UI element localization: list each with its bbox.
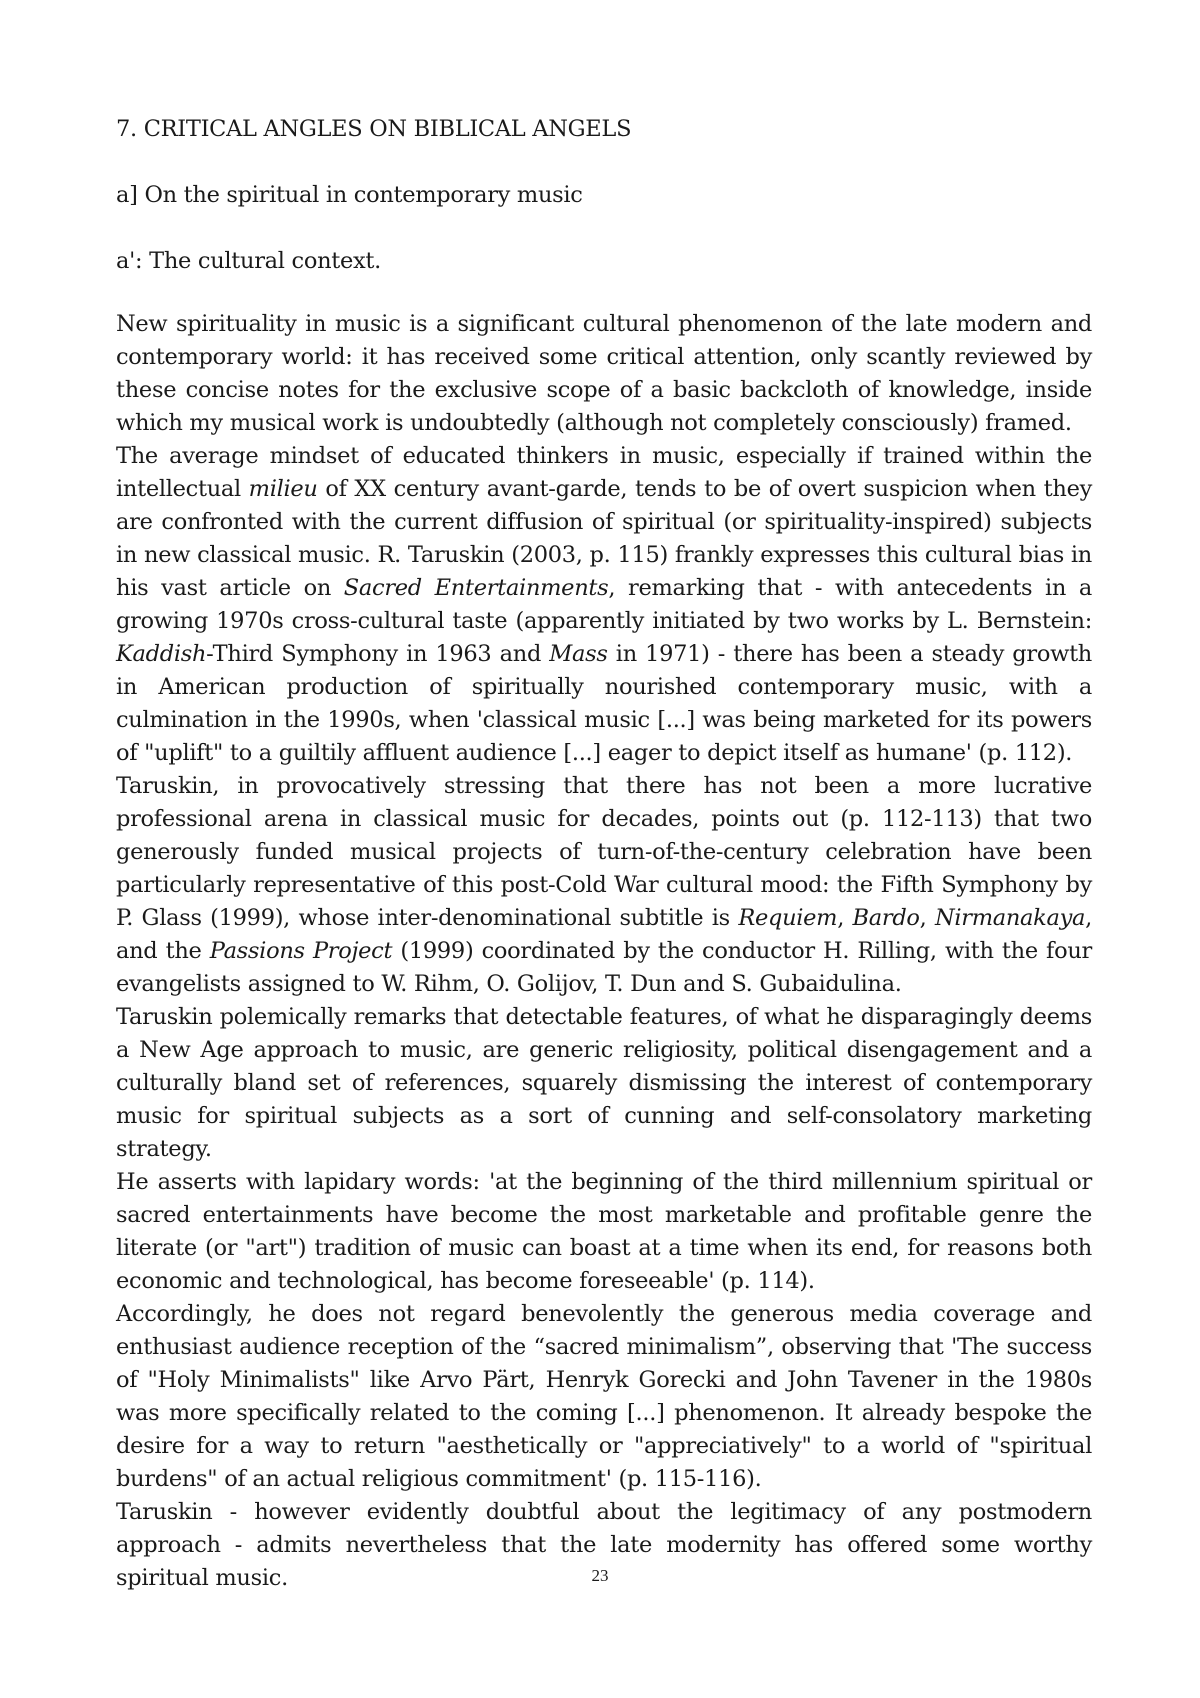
paragraph — [116, 1001, 1092, 1166]
paragraph — [116, 440, 1092, 770]
italic-text-run: Sacred Entertainments — [343, 575, 609, 601]
text-run: Accordingly, he does not regard benevolently the generous media coverage and enthusiast audience reception of the “sacred minimalism”, observing that 'The success of "Holy Minimalists" like Arvo Pärt, Henryk Gorecki and John Tavener in the 1980s was more specifically related to the coming [...] phenomenon. It already bespoke the desire for a way to return "aesthetically or "appreciatively" to a world of "spiritual burdens" of an actual religious commitment' (p. 115-116). — [116, 1301, 1092, 1492]
page-body — [116, 112, 1092, 1595]
paragraph — [116, 770, 1092, 1001]
text-run: Taruskin - however evidently doubtful about the legitimacy of any postmodern approach - admits nevertheless that the late modernity has offered some worthy spiritual music. — [116, 1499, 1092, 1591]
text-run: -Third Symphony in 1963 and — [206, 641, 550, 667]
text-run: (1999) coordinated by the conductor H. Rilling, with the four evangelists assigned to W. Rihm, O. Golijov, T. Dun and S. Gubaidulina. — [116, 938, 1092, 997]
text-run: , remarking that - with antecedents in a growing 1970s cross-cultural taste (apparently initiated by two works by L. Bernstein: — [116, 575, 1092, 634]
text-run: Taruskin polemically remarks that detectable features, of what he disparagingly deems a New Age approach to music, are generic religiosity, political disengagement and a culturally bland set of references, squarely dismissing the interest of contemporary music for spiritual subjects as a sort of cunning and self-consolatory marketing strategy. — [116, 1004, 1092, 1162]
subsection-title: a] On the spiritual in contemporary music — [116, 182, 583, 208]
page-number: 23 — [591, 1566, 609, 1585]
italic-text-run: Nirmanakaya — [934, 905, 1086, 931]
italic-text-run: Passions Project — [209, 938, 393, 964]
text-run: The average mindset of educated thinkers in music, especially if trained within the intellectual — [116, 443, 1092, 502]
italic-text-run: Requiem — [738, 905, 838, 931]
text-run: in 1971) - there has been a steady growth in American production of spiritually nourished contemporary music, with a culmination in the 1990s, when 'classical music [...] was being marketed for its powers of "uplift" to a guiltily affluent audience [...] eager to depict itself as humane' (p. 112). — [116, 641, 1092, 766]
italic-text-run: Mass — [549, 641, 608, 667]
subsubsection-title: a': The cultural context. — [116, 248, 382, 274]
text-run: Taruskin, in provocatively stressing that there has not been a more lucrative professional arena in classical music for decades, points out (p. 112-113) that two generously funded musical projects of turn-of-the-century celebration have been particularly representative of this post-Cold War cultural mood: the Fifth Symphony by P. Glass (1999), whose inter-denominational subtitle is — [116, 773, 1092, 931]
paragraph — [116, 308, 1092, 440]
text-run: , — [837, 905, 853, 931]
paragraph — [116, 1166, 1092, 1298]
text-run: of XX century avant-garde, tends to be of overt suspicion when they are confronted with the current diffusion of spiritual (or spirituality-inspired) subjects in new classical music. R. Taruskin (2003, p. 115) frankly expresses this cultural bias in his vast article on — [116, 476, 1093, 601]
section-title: 7. CRITICAL ANGLES ON BIBLICAL ANGELS — [116, 116, 632, 142]
text-run: New spirituality in music is a significant cultural phenomenon of the late modern and contemporary world: it has received some critical attention, only scantly reviewed by these concise notes for the exclusive scope of a basic backcloth of knowledge, inside which my musical work is undoubtedly (although not completely consciously) framed. — [116, 311, 1092, 436]
italic-text-run: milieu — [248, 476, 318, 502]
italic-text-run: Bardo — [852, 905, 920, 931]
text-run: He asserts with lapidary words: 'at the beginning of the third millennium spiritual or sacred entertainments have become the most marketable and profitable genre the literate (or "art") tradition of music can boast at a time when its end, for reasons both economic and technological, has become foreseeable' (p. 114). — [116, 1169, 1092, 1294]
italic-text-run: Kaddish — [116, 641, 207, 667]
paragraph — [116, 1298, 1092, 1496]
text-run: , and the — [116, 905, 1092, 964]
text-run: , — [919, 905, 935, 931]
